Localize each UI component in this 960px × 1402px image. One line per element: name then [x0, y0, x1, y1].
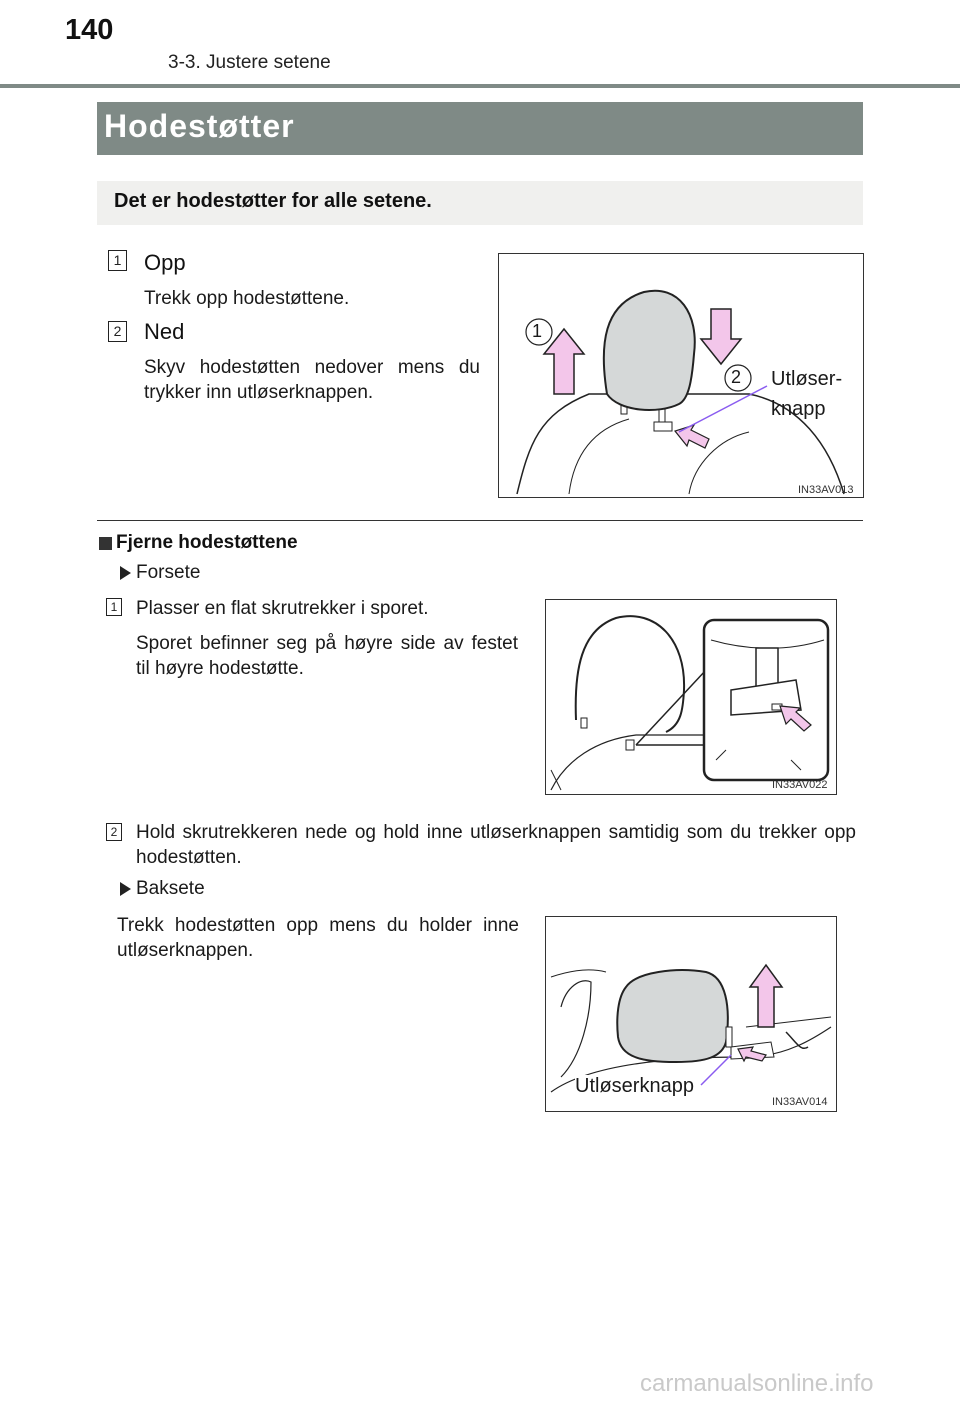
- callout-1: 1: [532, 321, 543, 341]
- intro-text: Det er hodestøtter for alle setene.: [114, 190, 432, 212]
- release-button-label: Utløserknapp: [575, 1075, 694, 1097]
- item-number-badge: 2: [108, 321, 127, 342]
- square-bullet-icon: [99, 537, 112, 550]
- item-label-down: Ned: [144, 319, 185, 344]
- removal-heading: Fjerne hodestøttene: [116, 532, 298, 553]
- item-label-up: Opp: [144, 250, 186, 275]
- chapter-title: 3-3. Justere setene: [168, 52, 331, 73]
- item-number-badge: 1: [108, 250, 127, 271]
- front-seat-label: Forsete: [136, 562, 201, 583]
- triangle-bullet-icon: [120, 882, 131, 896]
- step-number-badge: 2: [106, 823, 122, 841]
- release-label-line2: knapp: [771, 398, 826, 420]
- page-number: 140: [65, 14, 114, 46]
- release-label-line1: Utløser-: [771, 368, 843, 390]
- figure-headrest-adjust: [498, 253, 864, 498]
- front-seat-illustration: [546, 600, 836, 794]
- callout-2: 2: [731, 367, 742, 387]
- rear-text: Trekk hodestøtten opp mens du holder inne utløserknappen.: [117, 915, 519, 961]
- watermark: carmanualsonline.info: [640, 1370, 874, 1397]
- section-divider: [97, 520, 863, 521]
- figure-front-seat: [545, 599, 837, 795]
- front-step2-text: Hold skrutrekkeren nede og hold inne utløserknappen samtidig som du trekker opp hodestøtten.: [136, 822, 856, 868]
- figure-code: IN33AV014: [772, 1096, 828, 1108]
- section-title: Hodestøtter: [104, 108, 295, 144]
- figure-rear-seat: [545, 916, 837, 1112]
- triangle-bullet-icon: [120, 566, 131, 580]
- figure-code: IN33AV022: [772, 779, 828, 791]
- figure-code: IN33AV013: [798, 484, 854, 496]
- rear-seat-label: Baksete: [136, 878, 205, 899]
- item-description-down: Skyv hodestøtten nedover mens du trykker inn utløserknappen.: [144, 357, 480, 403]
- front-step1-text: Plasser en flat skrutrekker i sporet.: [136, 598, 429, 619]
- header-divider: [0, 84, 960, 88]
- item-description-up: Trekk opp hodestøttene.: [144, 288, 350, 309]
- front-step1-note: Sporet befinner seg på høyre side av festet til høyre hodestøtte.: [136, 633, 518, 679]
- step-number-badge: 1: [106, 598, 122, 616]
